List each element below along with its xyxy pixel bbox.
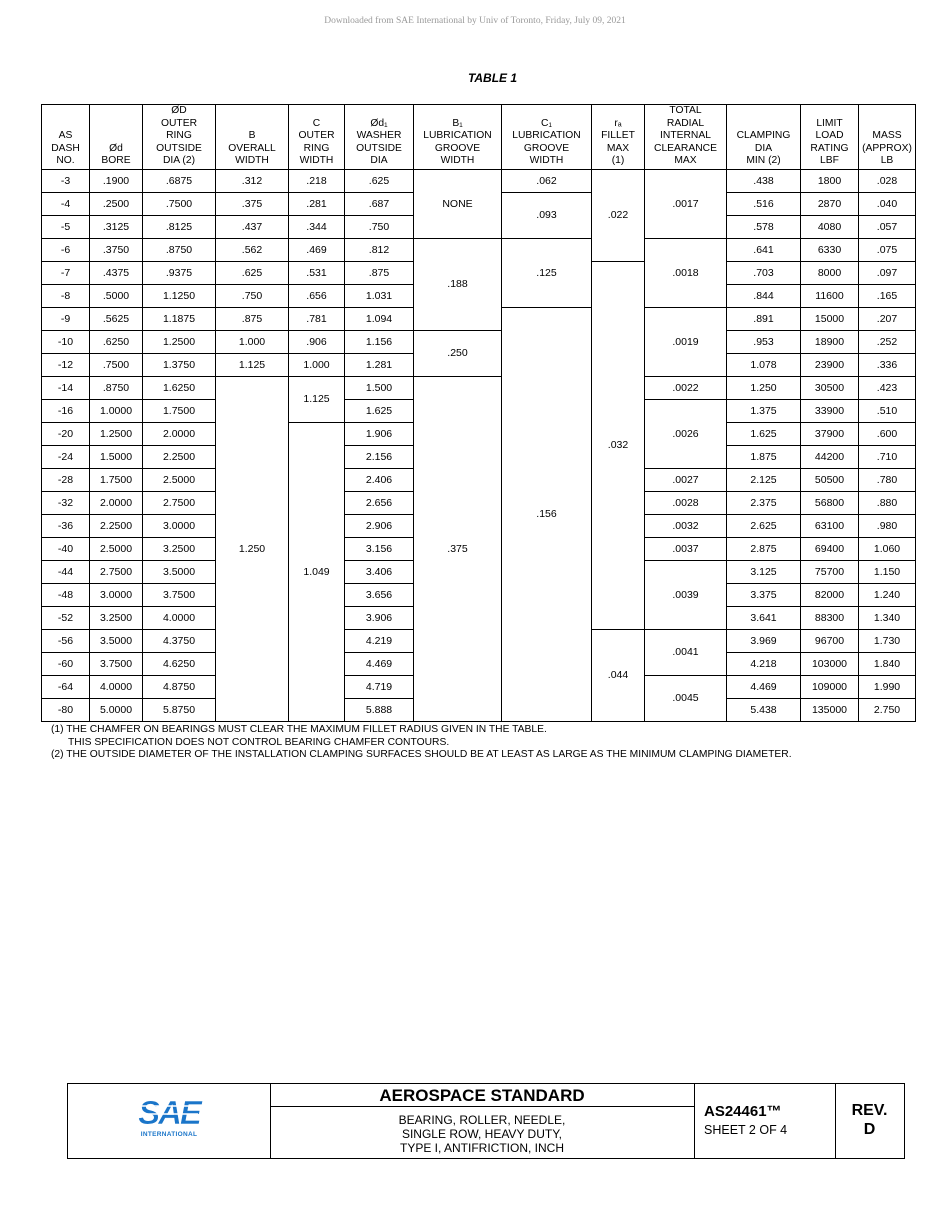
cell-fillet: .032 — [592, 262, 645, 630]
cell-washer-dia: .750 — [345, 216, 414, 239]
cell-dash: -36 — [42, 515, 90, 538]
cell-ring-width: .218 — [289, 170, 345, 193]
cell-overall-width: .750 — [216, 285, 289, 308]
cell-dash: -52 — [42, 607, 90, 630]
cell-mass: .510 — [859, 400, 916, 423]
revision-label: REV. — [851, 1102, 888, 1119]
cell-bore: .6250 — [90, 331, 143, 354]
cell-load-rating: 2870 — [801, 193, 859, 216]
cell-mass: .097 — [859, 262, 916, 285]
cell-ring-width: 1.049 — [289, 423, 345, 722]
cell-clearance: .0026 — [645, 400, 727, 469]
cell-overall-width: .562 — [216, 239, 289, 262]
sae-logo-mark: SAE — [138, 1094, 200, 1131]
cell-clamping-dia: .641 — [727, 239, 801, 262]
cell-washer-dia: 5.888 — [345, 699, 414, 722]
cell-load-rating: 103000 — [801, 653, 859, 676]
cell-c1-groove: .156 — [502, 308, 592, 722]
cell-outer-dia: .6875 — [143, 170, 216, 193]
cell-clamping-dia: 5.438 — [727, 699, 801, 722]
cell-ring-width: .906 — [289, 331, 345, 354]
cell-mass: .252 — [859, 331, 916, 354]
header-b1-groove: B₁ LUBRICATION GROOVE WIDTH — [414, 105, 502, 170]
cell-overall-width: .625 — [216, 262, 289, 285]
cell-load-rating: 69400 — [801, 538, 859, 561]
cell-dash: -8 — [42, 285, 90, 308]
cell-outer-dia: 3.7500 — [143, 584, 216, 607]
cell-load-rating: 18900 — [801, 331, 859, 354]
table-title: TABLE 1 — [467, 71, 518, 85]
cell-ring-width: 1.000 — [289, 354, 345, 377]
cell-mass: .780 — [859, 469, 916, 492]
cell-mass: .040 — [859, 193, 916, 216]
cell-load-rating: 15000 — [801, 308, 859, 331]
cell-clearance: .0019 — [645, 308, 727, 377]
cell-bore: 5.0000 — [90, 699, 143, 722]
cell-mass: .710 — [859, 446, 916, 469]
cell-b1-groove: .250 — [414, 331, 502, 377]
cell-load-rating: 8000 — [801, 262, 859, 285]
header-bore: Ød BORE — [90, 105, 143, 170]
document-number: AS24461™ — [704, 1103, 782, 1120]
cell-dash: -3 — [42, 170, 90, 193]
cell-outer-dia: 2.0000 — [143, 423, 216, 446]
cell-dash: -24 — [42, 446, 90, 469]
cell-load-rating: 6330 — [801, 239, 859, 262]
cell-b1-groove: .188 — [414, 239, 502, 331]
cell-dash: -44 — [42, 561, 90, 584]
cell-outer-dia: .7500 — [143, 193, 216, 216]
cell-bore: .7500 — [90, 354, 143, 377]
sae-logo-subtext: INTERNATIONAL — [140, 1131, 198, 1138]
cell-load-rating: 1800 — [801, 170, 859, 193]
cell-outer-dia: 1.1875 — [143, 308, 216, 331]
cell-load-rating: 88300 — [801, 607, 859, 630]
table-row — [42, 331, 916, 354]
cell-bore: 2.5000 — [90, 538, 143, 561]
note-1-line-1: (1) THE CHAMFER ON BEARINGS MUST CLEAR THE MAXIMUM FILLET RADIUS GIVEN IN THE TABLE. — [51, 724, 547, 735]
revision-value: D — [863, 1121, 876, 1138]
table-row — [42, 239, 916, 262]
cell-outer-dia: 2.2500 — [143, 446, 216, 469]
note-1-line-2: THIS SPECIFICATION DOES NOT CONTROL BEARING CHAMFER CONTOURS. — [68, 736, 450, 748]
cell-ring-width: .531 — [289, 262, 345, 285]
cell-clamping-dia: 3.641 — [727, 607, 801, 630]
cell-clamping-dia: 2.375 — [727, 492, 801, 515]
cell-washer-dia: 1.031 — [345, 285, 414, 308]
cell-mass: 1.240 — [859, 584, 916, 607]
header-dash-no: AS DASH NO. — [42, 105, 90, 170]
cell-load-rating: 50500 — [801, 469, 859, 492]
header-mass: MASS (APPROX) LB — [859, 105, 916, 170]
cell-overall-width: .375 — [216, 193, 289, 216]
cell-mass: 1.730 — [859, 630, 916, 653]
cell-clearance: .0017 — [645, 170, 727, 239]
cell-load-rating: 135000 — [801, 699, 859, 722]
cell-clamping-dia: 3.125 — [727, 561, 801, 584]
cell-washer-dia: 3.656 — [345, 584, 414, 607]
header-clamping-dia: CLAMPING DIA MIN (2) — [727, 105, 801, 170]
cell-overall-width: 1.250 — [216, 377, 289, 722]
cell-bore: 4.0000 — [90, 676, 143, 699]
cell-bore: .3125 — [90, 216, 143, 239]
cell-clamping-dia: .578 — [727, 216, 801, 239]
cell-dash: -40 — [42, 538, 90, 561]
cell-dash: -56 — [42, 630, 90, 653]
cell-load-rating: 33900 — [801, 400, 859, 423]
cell-clearance: .0037 — [645, 538, 727, 561]
sae-logo — [136, 1094, 204, 1140]
subtitle-line: SINGLE ROW, HEAVY DUTY, — [401, 1127, 563, 1141]
cell-load-rating: 11600 — [801, 285, 859, 308]
cell-outer-dia: .9375 — [143, 262, 216, 285]
cell-clearance: .0027 — [645, 469, 727, 492]
cell-overall-width: 1.000 — [216, 331, 289, 354]
cell-mass: .880 — [859, 492, 916, 515]
cell-load-rating: 75700 — [801, 561, 859, 584]
cell-washer-dia: 2.906 — [345, 515, 414, 538]
cell-mass: 1.060 — [859, 538, 916, 561]
cell-load-rating: 56800 — [801, 492, 859, 515]
cell-overall-width: 1.125 — [216, 354, 289, 377]
cell-washer-dia: 3.406 — [345, 561, 414, 584]
cell-washer-dia: 4.719 — [345, 676, 414, 699]
cell-dash: -80 — [42, 699, 90, 722]
cell-mass: 1.340 — [859, 607, 916, 630]
cell-clamping-dia: .891 — [727, 308, 801, 331]
cell-clamping-dia: 1.250 — [727, 377, 801, 400]
cell-dash: -6 — [42, 239, 90, 262]
cell-washer-dia: 3.156 — [345, 538, 414, 561]
subtitle-line: TYPE I, ANTIFRICTION, INCH — [399, 1141, 564, 1155]
cell-clamping-dia: 4.218 — [727, 653, 801, 676]
cell-outer-dia: 4.0000 — [143, 607, 216, 630]
cell-washer-dia: 4.469 — [345, 653, 414, 676]
cell-bore: .5625 — [90, 308, 143, 331]
cell-clamping-dia: .844 — [727, 285, 801, 308]
cell-washer-dia: 3.906 — [345, 607, 414, 630]
cell-overall-width: .875 — [216, 308, 289, 331]
cell-mass: .600 — [859, 423, 916, 446]
note-2: (2) THE OUTSIDE DIAMETER OF THE INSTALLATION CLAMPING SURFACES SHOULD BE AT LEAST AS LARGE AS THE MINIMUM CLAMPING DIAMETER. — [51, 749, 792, 761]
cell-dash: -20 — [42, 423, 90, 446]
title-cell — [270, 1084, 695, 1158]
cell-outer-dia: 3.0000 — [143, 515, 216, 538]
cell-dash: -14 — [42, 377, 90, 400]
cell-outer-dia: 4.6250 — [143, 653, 216, 676]
header-washer-dia: Ød₁ WASHER OUTSIDE DIA — [345, 105, 414, 170]
cell-washer-dia: 4.219 — [345, 630, 414, 653]
cell-dash: -4 — [42, 193, 90, 216]
cell-outer-dia: 1.3750 — [143, 354, 216, 377]
cell-ring-width: .781 — [289, 308, 345, 331]
cell-outer-dia: 1.6250 — [143, 377, 216, 400]
cell-outer-dia: 1.1250 — [143, 285, 216, 308]
cell-bore: 1.5000 — [90, 446, 143, 469]
cell-dash: -10 — [42, 331, 90, 354]
cell-washer-dia: .875 — [345, 262, 414, 285]
cell-bore: .2500 — [90, 193, 143, 216]
cell-clamping-dia: .516 — [727, 193, 801, 216]
cell-clearance: .0028 — [645, 492, 727, 515]
cell-bore: 2.2500 — [90, 515, 143, 538]
cell-clamping-dia: 1.078 — [727, 354, 801, 377]
document-number-cell — [694, 1084, 836, 1158]
cell-clamping-dia: 4.469 — [727, 676, 801, 699]
cell-outer-dia: 2.5000 — [143, 469, 216, 492]
table-notes — [51, 724, 931, 762]
cell-b1-groove: NONE — [414, 170, 502, 239]
cell-washer-dia: .625 — [345, 170, 414, 193]
cell-load-rating: 63100 — [801, 515, 859, 538]
cell-clamping-dia: .438 — [727, 170, 801, 193]
cell-mass: .028 — [859, 170, 916, 193]
cell-outer-dia: 4.8750 — [143, 676, 216, 699]
logo-cell — [68, 1084, 271, 1158]
cell-bore: .1900 — [90, 170, 143, 193]
cell-bore: .8750 — [90, 377, 143, 400]
cell-dash: -48 — [42, 584, 90, 607]
standard-title: AEROSPACE STANDARD — [270, 1084, 694, 1107]
cell-washer-dia: 2.656 — [345, 492, 414, 515]
cell-clearance: .0032 — [645, 515, 727, 538]
cell-load-rating: 96700 — [801, 630, 859, 653]
cell-c1-groove: .125 — [502, 239, 592, 308]
cell-clamping-dia: 2.875 — [727, 538, 801, 561]
cell-outer-dia: 4.3750 — [143, 630, 216, 653]
cell-mass: 1.840 — [859, 653, 916, 676]
header-overall-width: B OVERALL WIDTH — [216, 105, 289, 170]
download-watermark: Downloaded from SAE International by Univ of Toronto, Friday, July 09, 2021 — [324, 16, 626, 26]
cell-clamping-dia: .703 — [727, 262, 801, 285]
cell-bore: 1.7500 — [90, 469, 143, 492]
cell-outer-dia: 2.7500 — [143, 492, 216, 515]
cell-washer-dia: .812 — [345, 239, 414, 262]
cell-clamping-dia: 2.625 — [727, 515, 801, 538]
cell-mass: 1.990 — [859, 676, 916, 699]
cell-clamping-dia: 3.375 — [727, 584, 801, 607]
cell-dash: -12 — [42, 354, 90, 377]
cell-bore: 3.0000 — [90, 584, 143, 607]
cell-b1-groove: .375 — [414, 377, 502, 722]
cell-clearance: .0022 — [645, 377, 727, 400]
cell-outer-dia: 1.2500 — [143, 331, 216, 354]
cell-washer-dia: 2.406 — [345, 469, 414, 492]
table-row — [42, 377, 916, 400]
cell-fillet: .044 — [592, 630, 645, 722]
cell-dash: -5 — [42, 216, 90, 239]
cell-bore: 1.0000 — [90, 400, 143, 423]
cell-bore: 2.0000 — [90, 492, 143, 515]
cell-ring-width: .469 — [289, 239, 345, 262]
cell-mass: .057 — [859, 216, 916, 239]
header-fillet: rₐ FILLET MAX (1) — [592, 105, 645, 170]
cell-clearance: .0039 — [645, 561, 727, 630]
cell-load-rating: 82000 — [801, 584, 859, 607]
cell-washer-dia: 1.500 — [345, 377, 414, 400]
header-load-rating: LIMIT LOAD RATING LBF — [801, 105, 859, 170]
cell-dash: -32 — [42, 492, 90, 515]
cell-dash: -9 — [42, 308, 90, 331]
cell-dash: -60 — [42, 653, 90, 676]
cell-clamping-dia: 1.875 — [727, 446, 801, 469]
table-row — [42, 170, 916, 193]
header-outer-dia: ØD OUTER RING OUTSIDE DIA (2) — [143, 105, 216, 170]
cell-load-rating: 23900 — [801, 354, 859, 377]
subtitle-line: BEARING, ROLLER, NEEDLE, — [398, 1113, 566, 1127]
cell-dash: -7 — [42, 262, 90, 285]
table-header-row — [42, 105, 916, 170]
cell-clamping-dia: 1.375 — [727, 400, 801, 423]
cell-washer-dia: 1.094 — [345, 308, 414, 331]
cell-washer-dia: 1.281 — [345, 354, 414, 377]
cell-c1-groove: .062 — [502, 170, 592, 193]
cell-mass: .075 — [859, 239, 916, 262]
cell-outer-dia: .8125 — [143, 216, 216, 239]
cell-bore: .5000 — [90, 285, 143, 308]
header-c1-groove: C₁ LUBRICATION GROOVE WIDTH — [502, 105, 592, 170]
header-outer-ring-width: C OUTER RING WIDTH — [289, 105, 345, 170]
cell-washer-dia: .687 — [345, 193, 414, 216]
revision-cell — [835, 1084, 904, 1158]
cell-load-rating: 4080 — [801, 216, 859, 239]
cell-overall-width: .312 — [216, 170, 289, 193]
title-block — [67, 1083, 905, 1159]
cell-load-rating: 44200 — [801, 446, 859, 469]
cell-load-rating: 109000 — [801, 676, 859, 699]
sheet-number: SHEET 2 OF 4 — [704, 1123, 788, 1137]
cell-mass: .423 — [859, 377, 916, 400]
cell-washer-dia: 2.156 — [345, 446, 414, 469]
cell-washer-dia: 1.156 — [345, 331, 414, 354]
cell-mass: .207 — [859, 308, 916, 331]
cell-washer-dia: 1.625 — [345, 400, 414, 423]
table-body — [42, 170, 916, 722]
cell-bore: 3.2500 — [90, 607, 143, 630]
cell-dash: -28 — [42, 469, 90, 492]
cell-ring-width: .344 — [289, 216, 345, 239]
cell-outer-dia: 3.2500 — [143, 538, 216, 561]
cell-bore: .3750 — [90, 239, 143, 262]
cell-overall-width: .437 — [216, 216, 289, 239]
cell-ring-width: .281 — [289, 193, 345, 216]
cell-mass: .336 — [859, 354, 916, 377]
cell-outer-dia: 3.5000 — [143, 561, 216, 584]
cell-clamping-dia: 1.625 — [727, 423, 801, 446]
cell-ring-width: 1.125 — [289, 377, 345, 423]
cell-bore: 3.7500 — [90, 653, 143, 676]
cell-ring-width: .656 — [289, 285, 345, 308]
bearing-dimensions-table — [41, 104, 916, 722]
cell-clamping-dia: .953 — [727, 331, 801, 354]
cell-bore: 2.7500 — [90, 561, 143, 584]
cell-outer-dia: 5.8750 — [143, 699, 216, 722]
cell-bore: .4375 — [90, 262, 143, 285]
cell-mass: .980 — [859, 515, 916, 538]
cell-bore: 1.2500 — [90, 423, 143, 446]
cell-outer-dia: .8750 — [143, 239, 216, 262]
cell-clearance: .0045 — [645, 676, 727, 722]
cell-washer-dia: 1.906 — [345, 423, 414, 446]
cell-dash: -16 — [42, 400, 90, 423]
cell-clamping-dia: 2.125 — [727, 469, 801, 492]
cell-fillet: .022 — [592, 170, 645, 262]
cell-clearance: .0018 — [645, 239, 727, 308]
cell-load-rating: 30500 — [801, 377, 859, 400]
document-subtitle — [270, 1107, 694, 1155]
cell-mass: 2.750 — [859, 699, 916, 722]
cell-load-rating: 37900 — [801, 423, 859, 446]
cell-c1-groove: .093 — [502, 193, 592, 239]
cell-clamping-dia: 3.969 — [727, 630, 801, 653]
cell-clearance: .0041 — [645, 630, 727, 676]
cell-dash: -64 — [42, 676, 90, 699]
cell-mass: 1.150 — [859, 561, 916, 584]
header-clearance: TOTAL RADIAL INTERNAL CLEARANCE MAX — [645, 105, 727, 170]
cell-bore: 3.5000 — [90, 630, 143, 653]
cell-outer-dia: 1.7500 — [143, 400, 216, 423]
cell-mass: .165 — [859, 285, 916, 308]
